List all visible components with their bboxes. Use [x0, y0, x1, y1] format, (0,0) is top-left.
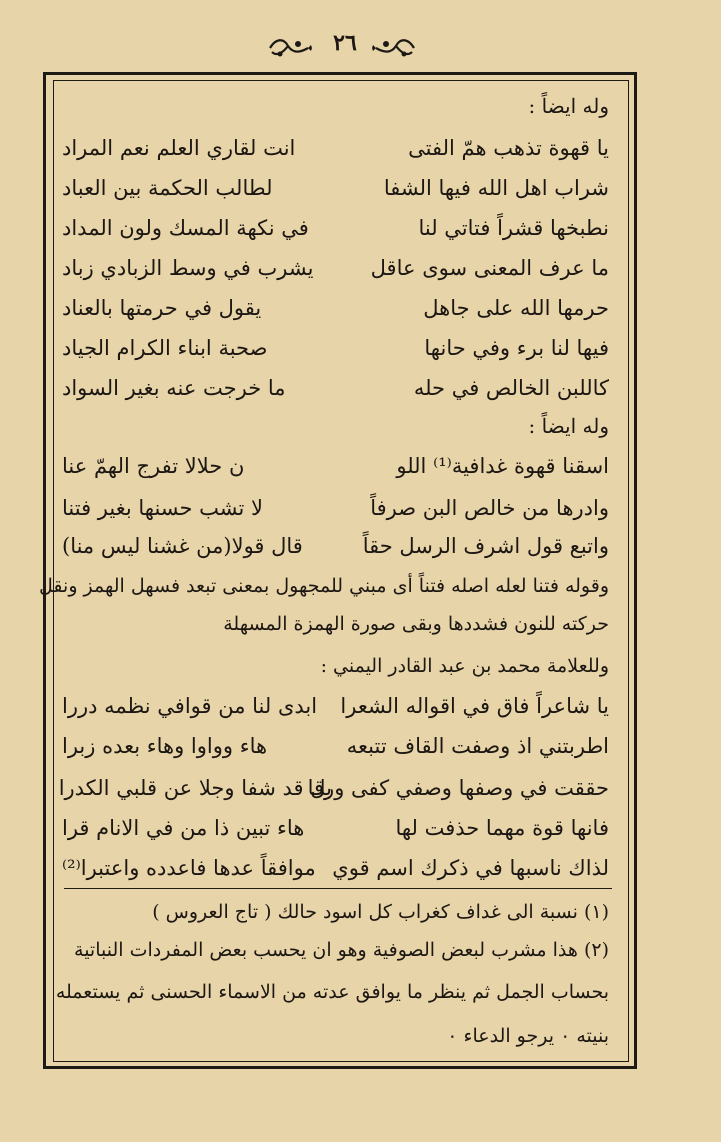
verse-first-hemistich: اطربتني اذ وصفت القاف تتبعه: [346, 734, 609, 758]
verse-second-hemistich: في نكهة المسك ولون المداد: [62, 216, 309, 240]
commentary-line: وقوله فتنا لعله اصله فتناً أى مبني للمجهول بمعنى تبعد فسهل الهمز ونقل: [39, 575, 609, 597]
verse-second-hemistich: ابدى لنا من قوافي نظمه دررا: [62, 694, 318, 718]
stanza-heading: وله ايضاً :: [528, 94, 609, 118]
verse-first-hemistich: حرمها الله على جاهل: [423, 296, 609, 320]
verse-first-hemistich: نطبخها قشراً فتاتي لنا: [418, 216, 609, 240]
verse-second-hemistich: ما خرجت عنه بغير السواد: [62, 376, 286, 400]
verse-second-hemistich: هاء تبين ذا من في الانام قرا: [62, 816, 305, 840]
stanza-heading: وللعلامة محمد بن عبد القادر اليمني :: [320, 655, 609, 677]
verse-first-hemistich: يا شاعراً فاق في اقواله الشعرا: [340, 694, 609, 718]
verse-second-hemistich: انت لقاري العلم نعم المراد: [62, 136, 296, 160]
ornament-left-icon: [268, 36, 312, 60]
bottom-rule: [46, 1066, 634, 1069]
stanza-heading: وله ايضاً :: [528, 414, 609, 438]
verse-second-hemistich: هاء وواوا وهاء بعده زبرا: [62, 734, 268, 758]
page-number: ٢٦: [333, 30, 357, 56]
verse-first-hemistich: لذاك ناسبها في ذكرك اسم قوي: [332, 856, 609, 880]
verse-first-hemistich: واتبع قول اشرف الرسل حقاً: [362, 534, 609, 558]
verse-first-hemistich: يا قهوة تذهب همّ الفتى: [408, 136, 609, 160]
footnote-line: بحساب الجمل ثم ينظر ما يوافق عدته من الاسماء الحسنى ثم يستعمله: [55, 981, 609, 1003]
verse-second-hemistich: بل قد شفا وجلا عن قلبي الكدرا: [58, 776, 332, 800]
verse-second-hemistich: ن حلالا تفرج الهمّ عنا: [62, 454, 245, 478]
verse-second-hemistich: يشرب في وسط الزبادي زباد: [62, 256, 314, 280]
verse-second-hemistich: يقول في حرمتها بالعناد: [62, 296, 262, 320]
verse-first-hemistich: ما عرف المعنى سوى عاقل: [370, 256, 609, 280]
verse-second-hemistich: صحبة ابناء الكرام الجياد: [62, 336, 268, 360]
verse-first-hemistich: شراب اهل الله فيها الشفا: [383, 176, 609, 200]
verse-first-hemistich: حققت في وصفها وصفي كفى ورقا: [307, 776, 609, 800]
verse-second-hemistich: لا تشب حسنها بغير فتنا: [62, 496, 264, 520]
footnote-divider: [64, 888, 612, 889]
verse-first-hemistich: فانها قوة مهما حذفت لها: [395, 816, 609, 840]
verse-first-hemistich: فيها لنا برء وفي حانها: [424, 336, 609, 360]
footnote-line: (٢) هذا مشرب لبعض الصوفية وهو ان يحسب بعض المفردات النباتية: [74, 939, 609, 961]
commentary-line: حركته للنون فشددها وبقى صورة الهمزة المسهلة: [223, 613, 609, 635]
verse-second-hemistich: قال قولا(من غشنا ليس منا): [62, 534, 303, 558]
verse-first-hemistich: اسقنا قهوة غدافية⁽¹⁾ اللو: [396, 454, 609, 478]
ornament-right-icon: [372, 36, 416, 60]
page-header: [0, 30, 721, 66]
verse-first-hemistich: كاللبن الخالص في حله: [413, 376, 609, 400]
verse-second-hemistich: لطالب الحكمة بين العباد: [62, 176, 273, 200]
verse-second-hemistich: موافقاً عدها فاعدده واعتبرا⁽²⁾: [62, 856, 316, 880]
footnote-line: بنيته ٠ يرجو الدعاء ٠: [447, 1025, 609, 1047]
verse-first-hemistich: وادرها من خالص البن صرفاً: [370, 496, 609, 520]
footnote-line: (١) نسبة الى غداف كغراب كل اسود حالك ( تاج العروس ): [152, 901, 609, 923]
